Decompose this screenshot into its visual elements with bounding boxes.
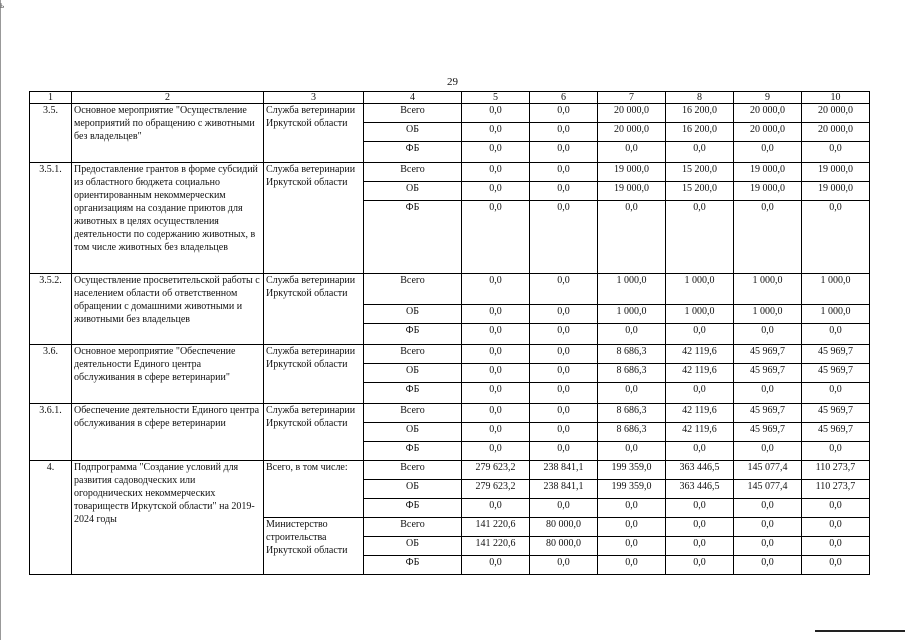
responsible-agency: Служба ветеринарии Иркутской области bbox=[264, 345, 364, 404]
amount-cell: 20 000,0 bbox=[802, 123, 870, 142]
page-number: 29 bbox=[447, 76, 458, 88]
amount-cell: 0,0 bbox=[666, 142, 734, 163]
amount-cell: 42 119,6 bbox=[666, 423, 734, 442]
amount-cell: 42 119,6 bbox=[666, 404, 734, 423]
amount-cell: 1 000,0 bbox=[734, 305, 802, 324]
responsible-agency: Служба ветеринарии Иркутской области bbox=[264, 163, 364, 274]
amount-cell: 0,0 bbox=[734, 556, 802, 575]
amount-cell: 238 841,1 bbox=[530, 461, 598, 480]
column-number: 1 bbox=[30, 92, 72, 104]
table-row bbox=[30, 345, 870, 364]
amount-cell: 0,0 bbox=[462, 104, 530, 123]
amount-cell: 19 000,0 bbox=[802, 182, 870, 201]
amount-cell: 0,0 bbox=[666, 383, 734, 404]
amount-cell: 0,0 bbox=[530, 104, 598, 123]
scan-bottom-mark bbox=[815, 630, 905, 632]
amount-cell: 0,0 bbox=[530, 364, 598, 383]
amount-cell: 19 000,0 bbox=[734, 163, 802, 182]
row-index: 3.5.2. bbox=[30, 274, 72, 345]
amount-cell: 0,0 bbox=[666, 556, 734, 575]
funding-source: ФБ bbox=[364, 201, 462, 274]
amount-cell: 45 969,7 bbox=[802, 364, 870, 383]
amount-cell: 0,0 bbox=[462, 324, 530, 345]
amount-cell: 0,0 bbox=[802, 142, 870, 163]
amount-cell: 8 686,3 bbox=[598, 423, 666, 442]
responsible-agency: Министерство строительства Иркутской области bbox=[264, 518, 364, 575]
amount-cell: 0,0 bbox=[530, 345, 598, 364]
amount-cell: 42 119,6 bbox=[666, 364, 734, 383]
amount-cell: 0,0 bbox=[530, 383, 598, 404]
amount-cell: 0,0 bbox=[734, 499, 802, 518]
amount-cell: 0,0 bbox=[666, 324, 734, 345]
column-number: 8 bbox=[666, 92, 734, 104]
activity-description: Основное мероприятие "Обеспечение деятельности Единого центра обслуживания в сфере ветеринарии" bbox=[72, 345, 264, 404]
amount-cell: 0,0 bbox=[802, 556, 870, 575]
amount-cell: 0,0 bbox=[802, 324, 870, 345]
amount-cell: 0,0 bbox=[598, 324, 666, 345]
activity-description: Предоставление грантов в форме субсидий из областного бюджета социально ориентированным некоммерческим организациям на создание приютов для животных в целях осуществления деятельности по содержанию животных, в том числе животных без владельцев bbox=[72, 163, 264, 274]
amount-cell: 0,0 bbox=[530, 142, 598, 163]
amount-cell: 0,0 bbox=[598, 442, 666, 461]
amount-cell: 19 000,0 bbox=[598, 163, 666, 182]
amount-cell: 0,0 bbox=[666, 201, 734, 274]
amount-cell: 0,0 bbox=[598, 201, 666, 274]
scan-edge-line bbox=[0, 0, 1, 640]
amount-cell: 0,0 bbox=[734, 201, 802, 274]
amount-cell: 0,0 bbox=[666, 499, 734, 518]
amount-cell: 45 969,7 bbox=[734, 364, 802, 383]
amount-cell: 0,0 bbox=[530, 423, 598, 442]
amount-cell: 0,0 bbox=[598, 383, 666, 404]
amount-cell: 1 000,0 bbox=[666, 274, 734, 305]
amount-cell: 145 077,4 bbox=[734, 480, 802, 499]
table-row bbox=[30, 404, 870, 423]
corner-mark: ь bbox=[0, 0, 5, 10]
table-row bbox=[30, 274, 870, 305]
amount-cell: 0,0 bbox=[462, 442, 530, 461]
amount-cell: 80 000,0 bbox=[530, 537, 598, 556]
funding-source: ФБ bbox=[364, 142, 462, 163]
amount-cell: 0,0 bbox=[530, 442, 598, 461]
amount-cell: 0,0 bbox=[462, 182, 530, 201]
amount-cell: 0,0 bbox=[734, 142, 802, 163]
amount-cell: 279 623,2 bbox=[462, 480, 530, 499]
amount-cell: 0,0 bbox=[462, 274, 530, 305]
funding-source: ФБ bbox=[364, 383, 462, 404]
amount-cell: 1 000,0 bbox=[598, 305, 666, 324]
amount-cell: 0,0 bbox=[530, 556, 598, 575]
budget-table bbox=[29, 91, 870, 575]
column-number: 10 bbox=[802, 92, 870, 104]
amount-cell: 0,0 bbox=[462, 423, 530, 442]
funding-source: Всего bbox=[364, 274, 462, 305]
amount-cell: 80 000,0 bbox=[530, 518, 598, 537]
funding-source: ОБ bbox=[364, 364, 462, 383]
amount-cell: 19 000,0 bbox=[598, 182, 666, 201]
amount-cell: 45 969,7 bbox=[734, 404, 802, 423]
amount-cell: 0,0 bbox=[802, 383, 870, 404]
amount-cell: 0,0 bbox=[734, 442, 802, 461]
amount-cell: 0,0 bbox=[462, 142, 530, 163]
amount-cell: 363 446,5 bbox=[666, 480, 734, 499]
amount-cell: 0,0 bbox=[462, 383, 530, 404]
funding-source: ОБ bbox=[364, 423, 462, 442]
amount-cell: 199 359,0 bbox=[598, 461, 666, 480]
amount-cell: 0,0 bbox=[802, 499, 870, 518]
column-number: 3 bbox=[264, 92, 364, 104]
responsible-agency: Служба ветеринарии Иркутской области bbox=[264, 104, 364, 163]
row-index: 3.6.1. bbox=[30, 404, 72, 461]
amount-cell: 141 220,6 bbox=[462, 518, 530, 537]
responsible-agency: Всего, в том числе: bbox=[264, 461, 364, 518]
amount-cell: 16 200,0 bbox=[666, 104, 734, 123]
funding-source: ФБ bbox=[364, 499, 462, 518]
amount-cell: 8 686,3 bbox=[598, 364, 666, 383]
amount-cell: 0,0 bbox=[462, 499, 530, 518]
amount-cell: 0,0 bbox=[462, 201, 530, 274]
amount-cell: 1 000,0 bbox=[802, 274, 870, 305]
amount-cell: 110 273,7 bbox=[802, 461, 870, 480]
row-index: 4. bbox=[30, 461, 72, 575]
amount-cell: 0,0 bbox=[462, 123, 530, 142]
funding-source: Всего bbox=[364, 104, 462, 123]
row-index: 3.6. bbox=[30, 345, 72, 404]
amount-cell: 0,0 bbox=[734, 537, 802, 556]
amount-cell: 20 000,0 bbox=[598, 104, 666, 123]
amount-cell: 20 000,0 bbox=[802, 104, 870, 123]
column-number: 6 bbox=[530, 92, 598, 104]
amount-cell: 0,0 bbox=[598, 556, 666, 575]
funding-source: ФБ bbox=[364, 324, 462, 345]
amount-cell: 0,0 bbox=[530, 305, 598, 324]
amount-cell: 0,0 bbox=[462, 305, 530, 324]
amount-cell: 363 446,5 bbox=[666, 461, 734, 480]
amount-cell: 0,0 bbox=[598, 518, 666, 537]
activity-description: Подпрограмма "Создание условий для развития садоводческих или огороднических некоммерческих товариществ Иркутской области" на 2019-2024 годы bbox=[72, 461, 264, 575]
amount-cell: 8 686,3 bbox=[598, 345, 666, 364]
amount-cell: 0,0 bbox=[462, 364, 530, 383]
amount-cell: 0,0 bbox=[462, 556, 530, 575]
amount-cell: 141 220,6 bbox=[462, 537, 530, 556]
column-number: 4 bbox=[364, 92, 462, 104]
amount-cell: 1 000,0 bbox=[734, 274, 802, 305]
funding-source: Всего bbox=[364, 404, 462, 423]
amount-cell: 20 000,0 bbox=[734, 104, 802, 123]
amount-cell: 1 000,0 bbox=[666, 305, 734, 324]
funding-source: ОБ bbox=[364, 480, 462, 499]
amount-cell: 0,0 bbox=[462, 404, 530, 423]
funding-source: ФБ bbox=[364, 556, 462, 575]
amount-cell: 16 200,0 bbox=[666, 123, 734, 142]
activity-description: Осуществление просветительской работы с населением области об ответственном обращении с домашними животными и животными без владельцев bbox=[72, 274, 264, 345]
table-row bbox=[30, 104, 870, 123]
amount-cell: 0,0 bbox=[530, 163, 598, 182]
column-number-row bbox=[30, 92, 870, 104]
amount-cell: 0,0 bbox=[802, 201, 870, 274]
amount-cell: 20 000,0 bbox=[598, 123, 666, 142]
funding-source: ОБ bbox=[364, 182, 462, 201]
amount-cell: 0,0 bbox=[666, 442, 734, 461]
amount-cell: 238 841,1 bbox=[530, 480, 598, 499]
amount-cell: 20 000,0 bbox=[734, 123, 802, 142]
row-index: 3.5.1. bbox=[30, 163, 72, 274]
amount-cell: 45 969,7 bbox=[802, 404, 870, 423]
amount-cell: 0,0 bbox=[462, 163, 530, 182]
amount-cell: 45 969,7 bbox=[734, 345, 802, 364]
amount-cell: 0,0 bbox=[802, 442, 870, 461]
amount-cell: 0,0 bbox=[530, 123, 598, 142]
amount-cell: 0,0 bbox=[462, 345, 530, 364]
amount-cell: 8 686,3 bbox=[598, 404, 666, 423]
amount-cell: 45 969,7 bbox=[734, 423, 802, 442]
amount-cell: 0,0 bbox=[734, 383, 802, 404]
amount-cell: 0,0 bbox=[530, 274, 598, 305]
amount-cell: 0,0 bbox=[734, 324, 802, 345]
amount-cell: 145 077,4 bbox=[734, 461, 802, 480]
amount-cell: 0,0 bbox=[666, 518, 734, 537]
amount-cell: 199 359,0 bbox=[598, 480, 666, 499]
amount-cell: 0,0 bbox=[530, 201, 598, 274]
table-row bbox=[30, 461, 870, 480]
responsible-agency: Служба ветеринарии Иркутской области bbox=[264, 274, 364, 345]
amount-cell: 15 200,0 bbox=[666, 182, 734, 201]
amount-cell: 19 000,0 bbox=[802, 163, 870, 182]
amount-cell: 45 969,7 bbox=[802, 345, 870, 364]
funding-source: Всего bbox=[364, 518, 462, 537]
funding-source: ФБ bbox=[364, 442, 462, 461]
amount-cell: 0,0 bbox=[802, 537, 870, 556]
funding-source: Всего bbox=[364, 163, 462, 182]
column-number: 7 bbox=[598, 92, 666, 104]
amount-cell: 0,0 bbox=[530, 404, 598, 423]
column-number: 5 bbox=[462, 92, 530, 104]
amount-cell: 0,0 bbox=[530, 182, 598, 201]
column-number: 9 bbox=[734, 92, 802, 104]
amount-cell: 279 623,2 bbox=[462, 461, 530, 480]
amount-cell: 45 969,7 bbox=[802, 423, 870, 442]
amount-cell: 1 000,0 bbox=[802, 305, 870, 324]
amount-cell: 19 000,0 bbox=[734, 182, 802, 201]
column-number: 2 bbox=[72, 92, 264, 104]
amount-cell: 0,0 bbox=[802, 518, 870, 537]
amount-cell: 0,0 bbox=[530, 499, 598, 518]
amount-cell: 0,0 bbox=[598, 537, 666, 556]
amount-cell: 110 273,7 bbox=[802, 480, 870, 499]
funding-source: ОБ bbox=[364, 123, 462, 142]
amount-cell: 0,0 bbox=[666, 537, 734, 556]
funding-source: Всего bbox=[364, 345, 462, 364]
responsible-agency: Служба ветеринарии Иркутской области bbox=[264, 404, 364, 461]
funding-source: ОБ bbox=[364, 537, 462, 556]
amount-cell: 0,0 bbox=[734, 518, 802, 537]
amount-cell: 0,0 bbox=[598, 499, 666, 518]
activity-description: Основное мероприятие "Осуществление мероприятий по обращению с животными без владельцев" bbox=[72, 104, 264, 163]
table-row bbox=[30, 163, 870, 182]
funding-source: Всего bbox=[364, 461, 462, 480]
activity-description: Обеспечение деятельности Единого центра обслуживания в сфере ветеринарии bbox=[72, 404, 264, 461]
funding-source: ОБ bbox=[364, 305, 462, 324]
row-index: 3.5. bbox=[30, 104, 72, 163]
amount-cell: 1 000,0 bbox=[598, 274, 666, 305]
amount-cell: 0,0 bbox=[530, 324, 598, 345]
amount-cell: 0,0 bbox=[598, 142, 666, 163]
amount-cell: 42 119,6 bbox=[666, 345, 734, 364]
amount-cell: 15 200,0 bbox=[666, 163, 734, 182]
